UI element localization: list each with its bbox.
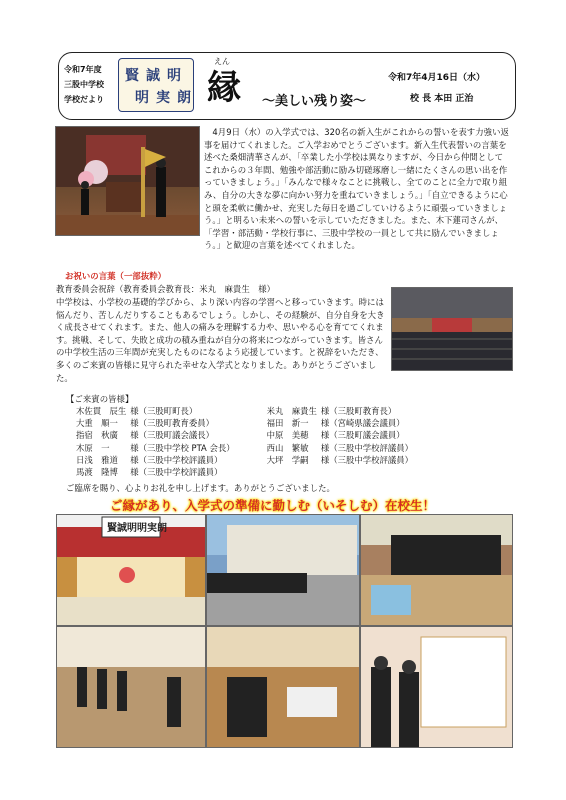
congrats-heading: お祝いの言葉（一部抜粋）: [65, 271, 167, 281]
guest-name: 米丸 麻貴生: [266, 406, 317, 416]
guest-row: [74, 405, 415, 417]
guest-role: 様（三股中学校評議員）: [130, 467, 223, 478]
logo-char: 実: [156, 90, 170, 106]
students-outdoor-image: [207, 515, 359, 625]
guests-closing: ご臨席を賜り、心よりお礼を申し上げます。ありがとうございました。: [66, 483, 335, 493]
ceremony-photo: [55, 126, 200, 236]
guest-name: 木佐貫 辰生: [76, 406, 127, 416]
intro-text: 4月9日（水）の入学式では、320名の新入生がこれからの誓いを表す力強い返事を届けてくれました。ご入学おめでとうございます。新入生代表誓いの言葉を述べた桑畑清華さんが、「卒業した小学校は異なりますが、今日から仲間としてこれからの３年間、勉強や部活動に励み切磋琢磨し一緒にたくさんの思い出を作っていきましょう。」「みんなで様々なことに挑戦し、全てのことに全力で取り組み、自分の大きな夢に向かい努力を重ねていきましょう。」「自立できるように心と頭を柔軟に働かせ、充実した毎日を過ごしていけるように頑張っていきましょう。」と明るい未来への誓いを示していただきました。また、木下蓮司さんが、「学習・部活動・学校行事に、三股中学校の一員として共に励んでいきましょう。」と歓迎の言葉を述べてくれました。: [204, 127, 509, 251]
guest-row: [74, 429, 415, 441]
newsletter-subtitle: ～美しい残り姿～: [262, 94, 367, 109]
speech-title: 教育委員会祝辞（教育委員会教育長：米丸 麻貴生 様）: [56, 284, 276, 294]
newsletter-title: 縁: [207, 68, 241, 108]
guest-role: 様（三股町町長）: [130, 406, 198, 416]
guests-table: [74, 405, 415, 478]
guest-role: 様（三股町議会議長）: [130, 430, 214, 441]
guest-role: [319, 466, 415, 478]
guest-row: [74, 442, 415, 454]
guest-row: [74, 466, 415, 478]
guest-name: 馬渡 隆博: [76, 467, 118, 478]
guest-name: 指宿 秋廣: [76, 430, 118, 441]
guest-role: 様（三股中学校評議員）: [320, 454, 413, 465]
guest-role: 様（三股町議会議員）: [320, 430, 405, 441]
students-bulletin-board-image: [361, 627, 512, 747]
guest-name: [265, 466, 319, 478]
classroom-photo-3: [360, 626, 513, 748]
title-ruby: えん: [214, 57, 230, 66]
guest-name: 日浅 雅道: [76, 454, 118, 465]
guest-name: 大坪 学嗣: [266, 454, 309, 465]
students-classroom-image: [361, 515, 512, 625]
students-desk-work-image: [207, 627, 359, 747]
logo-char: 誠: [146, 68, 160, 84]
stage-banner: 賢誠明明実朗: [107, 523, 167, 534]
guests-heading: 【ご来賓の皆様】: [66, 394, 134, 404]
principal-name: 校 長 本田 正治: [410, 94, 474, 104]
guest-name: 福田 新一: [266, 418, 309, 429]
year-label: 令和7年度: [64, 65, 102, 74]
intro-paragraph-bottom: [56, 234, 512, 272]
intro-paragraph-top: [204, 126, 510, 251]
guest-name: 木原 一: [76, 442, 110, 453]
guest-role: 様（三股中学校 PTA 会長）: [130, 442, 235, 453]
guest-role: 様（宮崎県議会議員）: [320, 418, 405, 429]
classroom-photo-2: [206, 626, 360, 748]
photo-gallery: [56, 514, 511, 746]
issue-date: 令和7年4月16日（水）: [388, 73, 486, 83]
guest-role: 様（三股中学校評議員）: [320, 442, 413, 453]
newsletter-label: 学校だより: [64, 95, 104, 104]
logo-char: 明: [167, 68, 181, 84]
guest-row: [74, 417, 415, 429]
courtyard-photo: [206, 514, 360, 626]
gymnasium-assembly-image: [392, 288, 512, 370]
gym-photo: [391, 287, 513, 371]
guest-name: 中原 美穂: [266, 430, 309, 441]
students-preparing-tables-image: [57, 627, 205, 747]
classroom-photo-1: [360, 514, 513, 626]
ceremony-scene-image: [56, 127, 199, 235]
logo-char: 朗: [177, 90, 191, 106]
logo-char: 賢: [125, 68, 139, 84]
guest-name: 大重 順一: [76, 418, 118, 429]
guest-role: 様（三股中学校評議員）: [130, 454, 223, 465]
gallery-title: ご縁があり、入学式の準備に勤しむ（いそしむ）在校生！: [110, 498, 436, 513]
guest-role: 様（三股町教育委員）: [130, 418, 214, 429]
speech-text: 中学校は、小学校の基礎的学びから、より深い内容の学習へと移っていきます。時には悩んだり、苦しんだりすることもあるでしょう。しかし、その経験が、自分自身を大きく成長させてくれます。また、他人の痛みを理解する力や、思いやる心を育ててくれます。挑戦、そして、失敗と成功の積み重ねが自分の将来につながっていきます。皆さんの中学校生活の三年間が充実したものになるよう応援しています。と祝辞をいただき、多くのご来賓の皆様に見守られた幸せな入学式となりました。ありがとうございました。: [56, 297, 385, 383]
stage-photo: [56, 514, 206, 626]
guest-role: 様（三股町教育長）: [320, 406, 397, 416]
school-label: 三股中学校: [64, 80, 104, 89]
logo-char: 明: [135, 90, 149, 106]
guest-row: [74, 454, 415, 466]
school-motto-logo: [118, 58, 194, 112]
corridor-photo: [56, 626, 206, 748]
guest-name: 西山 繁敏: [266, 442, 309, 453]
